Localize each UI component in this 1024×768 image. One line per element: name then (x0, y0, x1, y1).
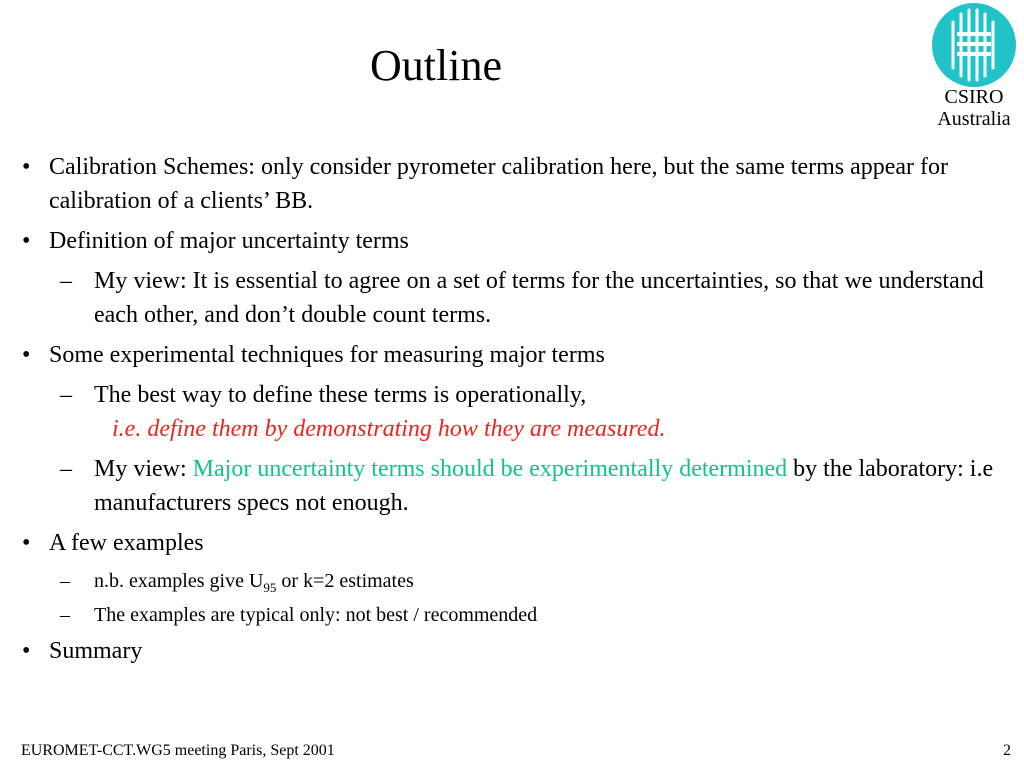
footer-meeting: EUROMET-CCT.WG5 meeting Paris, Sept 2001 (21, 742, 335, 759)
subbullet-text: The best way to define these terms is operationally, (94, 382, 587, 408)
bullet-text: A few examples (49, 530, 204, 556)
logo-line-australia: Australia (937, 108, 1011, 130)
bullet-marker: • (22, 530, 31, 556)
slide-title: Outline (370, 41, 502, 90)
bullet-text: Summary (49, 638, 143, 664)
bullet-examples (22, 526, 1002, 560)
page-number: 2 (1003, 742, 1011, 759)
dash-marker: – (60, 268, 72, 294)
subbullet-my-view-terms (22, 264, 1002, 332)
subbullet-text: My view: It is essential to agree on a set of terms for the uncertainties, so that we understand each other, and don’t double count terms. (94, 268, 984, 328)
bullet-text: Some experimental techniques for measuring major terms (49, 342, 605, 368)
bullet-marker: • (22, 154, 31, 180)
bullet-summary (22, 634, 1002, 668)
subbullet-text-pre: My view: (94, 456, 193, 482)
bullet-techniques (22, 338, 1002, 372)
bullet-calibration-schemes (22, 150, 1002, 218)
subbullet-text-post: or k=2 estimates (276, 570, 414, 592)
subbullet-nb-examples (22, 566, 1002, 596)
subbullet-text-pre: n.b. examples give U (94, 570, 264, 592)
subbullet-operational (22, 378, 1002, 446)
bullet-definition (22, 224, 1002, 258)
subbullet-text-post: by the laboratory: i.e manufacturers specs not enough. (94, 456, 994, 516)
csiro-logo-icon (931, 2, 1017, 88)
dash-marker: – (60, 382, 72, 408)
bullet-marker: • (22, 228, 31, 254)
logo-caption (924, 86, 1024, 130)
bullet-list (22, 150, 1002, 674)
dash-marker: – (60, 570, 70, 592)
subbullet-text: The examples are typical only: not best / recommended (94, 604, 538, 626)
bullet-text: Definition of major uncertainty terms (49, 228, 409, 254)
logo-line-csiro: CSIRO (944, 86, 1004, 108)
subbullet-red-emphasis: i.e. define them by demonstrating how they are measured. (112, 416, 666, 442)
bullet-marker: • (22, 638, 31, 664)
subbullet-green-emphasis: Major uncertainty terms should be experimentally determined (192, 456, 788, 482)
subbullet-typical-only (22, 600, 1002, 630)
subscript-95: 95 (263, 580, 277, 595)
dash-marker: – (60, 456, 72, 482)
subbullet-my-view-experimental (22, 452, 1002, 520)
bullet-text: Calibration Schemes: only consider pyrometer calibration here, but the same terms appear for calibration of a clients’ BB. (49, 154, 949, 214)
dash-marker: – (60, 604, 70, 626)
csiro-logo (924, 0, 1024, 140)
bullet-marker: • (22, 342, 31, 368)
